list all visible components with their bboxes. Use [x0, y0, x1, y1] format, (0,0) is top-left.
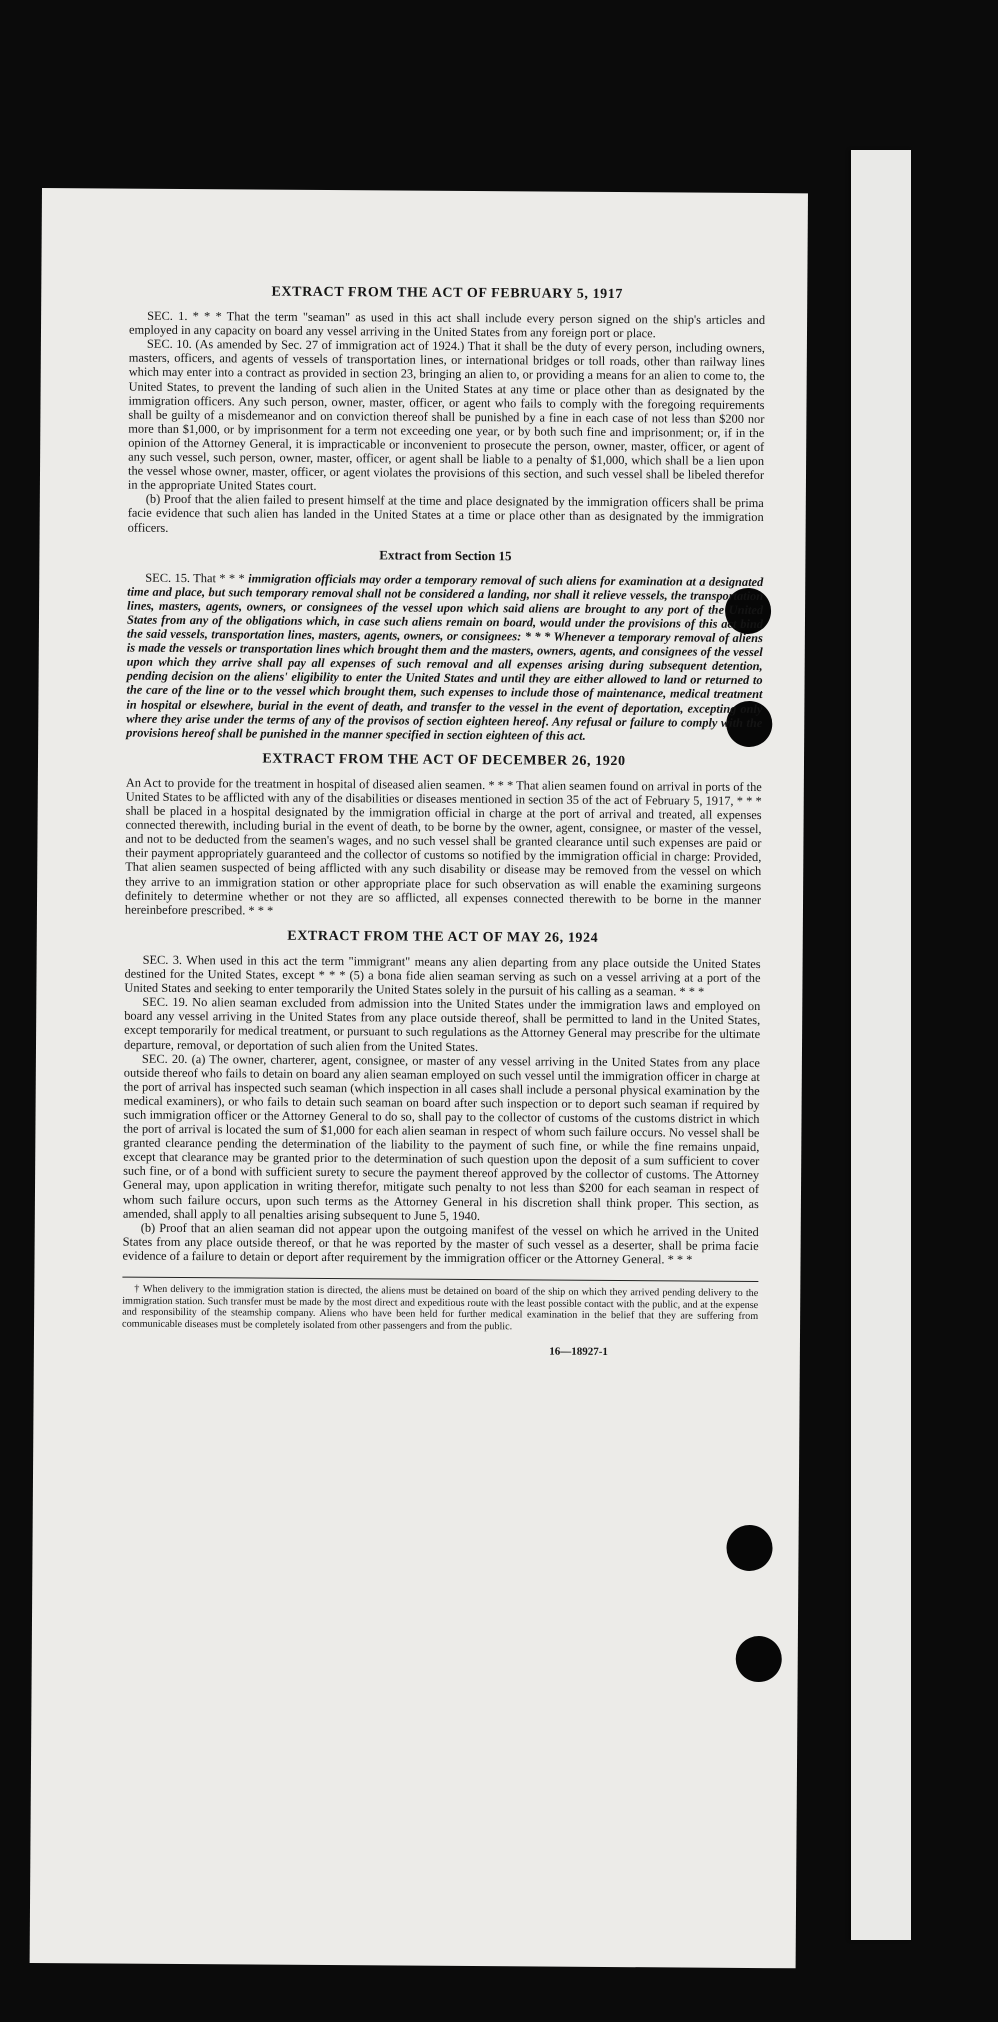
heading-section-15: Extract from Section 15 — [379, 546, 512, 563]
paragraph-sec10: SEC. 10. (As amended by Sec. 27 of immigration act of 1924.) That it shall be the duty of every person, including owners, masters, officers, and agents of vessels of transportation lines, or international bridges or toll roads, other than railway lines which may enter into a contract as provided in section 23, bringing an alien to, or providing a means for an alien to come to, the United States, to prevent the landing of such alien in the United States at any time or place other than as designated by the immigration officers. Any such person, owner, master, officer, or agent who fails to comply with the foregoing requirements shall be guilty of a misdemeanor and on conviction thereof shall be punished by a fine in each case of not less than $200 nor more than $1,000, or by imprisonment for a term not exceeding one year, or by both such fine and imprisonment; or, if in the opinion of the Attorney General, it is impracticable or inconvenient to prosecute the person, owner, master, officer, or agent of any such vessel, such person, owner, master, officer, or agent shall be liable to a penalty of $1,000, which shall be a lien upon the vessel whose owner, master, officer, or agent violates the provisions of this section, and such vessel shall be libeled therefor in the appropriate United States court. — [127, 337, 765, 494]
paragraph-act-1920: An Act to provide for the treatment in hospital of diseased alien seamen. * * * That alien seamen found on arrival in ports of the United States to be afflicted with any of the disabilities or diseases mentioned in section 35 of the act of February 5, 1917, * * * shall be placed in a hospital designated by the immigration official in charge at the port of arrival and treated, all expenses connected therewith, including burial in the event of death, to be borne by the owner, agent, consignee, or master of the vessel, and not to be deducted from the seamen's wages, and no such vessel shall be granted clearance until such expenses are paid or their payment appropriately guaranteed and the collector of customs so notified by the immigration official in charge: Provided, That alien seamen suspected of being afflicted with any such disability or disease may be removed from the vessel on which they arrive to an immigration station or other appropriate place for such observation as will enable the examining surgeons definitely to determine whether or not they are so afflicted, all expenses connected therewith to be borne in the manner hereinbefore prescribed. * * * — [124, 775, 762, 918]
footnote: † When delivery to the immigration station is directed, the aliens must be detained on board of the ship on which they arrived pending delivery to the immigration station. Such transfer must be made by the most direct and expeditious route with the least possible contact with the public, and at the expense and responsibility of the steamship company. Aliens who have been held for further medical examination in the belief that they are suffering from communicable diseases must be completely isolated from other passengers and from the public. — [122, 1283, 759, 1333]
heading-act-1920: EXTRACT FROM THE ACT OF DECEMBER 26, 1920 — [262, 751, 626, 769]
form-number: 16—18927-1 — [549, 1345, 608, 1359]
paragraph-sec3: SEC. 3. When used in this act the term "immigrant" means any alien departing from any place outside the United States destined for the United States, except * * * (5) a bona fide alien seaman serving as such on a vessel arriving at a port of the United States and seeking to enter temporarily the United States solely in the pursuit of his calling as a seaman. * * * — [124, 952, 761, 999]
heading-act-1917: EXTRACT FROM THE ACT OF FEBRUARY 5, 1917 — [271, 284, 624, 303]
footnote-divider — [122, 1277, 758, 1282]
paragraph-sec20b: (b) Proof that an alien seaman did not appear upon the outgoing manifest of the vessel on which he arrived in the United States from any place outside thereof, or that he was reported by the master of such vessel as a deserter, shall be prima facie evidence of a failure to detain or deport after requirement by the immigration officer or the Attorney General. * * * — [122, 1220, 759, 1267]
paragraph-sec10b: (b) Proof that the alien failed to present himself at the time and place designated by the immigration officers shall be prima facie evidence that such alien has landed in the United States at a time or place other than as designated by the immigration officers. — [127, 492, 764, 535]
paragraph-sec1: SEC. 1. * * * That the term "seaman" as used in this act shall include every person signed on the ship's articles and employed in any capacity on board any vessel arriving in the United States from any foreign port or place. — [128, 308, 766, 341]
document-page — [30, 188, 808, 1968]
sec15-lead: SEC. 15. That * * * — [145, 570, 249, 586]
sec15-body: immigration officials may order a temporary removal of such aliens for examination at a designated time and place, but such temporary removal shall not be considered a landing, nor shall it relieve vessels, the transportation lines, masters, agents, owners, or consignees of the vessel upon which said aliens are brought to any port of the United States from any of the obligations which, in case such aliens remain on board, would under the provisions of this act bind the said vessels, transportation lines, masters, agents, owners, or consignees: * * * Whenever a temporary removal of aliens is made the vessels or transportation lines which brought them and the masters, owners, agents, and consignees of the vessel upon which they arrive shall pay all expenses of such removal and all expenses arising during subsequent detention, pending decision on the aliens' eligibility to enter the United States and until they are either allowed to land or returned to the care of the line or to the vessel which brought them, such expenses to include those of maintenance, medical treatment in hospital or elsewhere, burial in the event of death, and transfer to the vessel in the event of deportation, excepting only where they arise under the terms of any of the provisos of section eighteen hereof. Any refusal or failure to comply with the provisions hereof shall be punished in the manner specified in section eighteen of this act. — [126, 571, 764, 743]
paragraph-sec19: SEC. 19. No alien seaman excluded from admission into the United States under the immigration laws and employed on board any vessel arriving in the United States from any place outside thereof, shall be permitted to land in the United States, except temporarily for medical treatment, or pursuant to such regulations as the Attorney General may prescribe for the ultimate departure, removal, or deportation of such alien from the United States. — [123, 994, 761, 1054]
paragraph-sec20: SEC. 20. (a) The owner, charterer, agent, consignee, or master of any vessel arriving in the United States from any place outside thereof who fails to detain on board any alien seaman employed on such vessel until the immigration officer in charge at the port of arrival has inspected such seaman (which inspection in all cases shall include a personal physical examination by the medical examiners), or who fails to detain such seaman on board after such inspection or to deport such seaman if required by such immigration officer or the Attorney General to do so, shall pay to the collector of customs of the customs district in which the port of arrival is located the sum of $1,000 for each alien seaman in respect of whom such failure occurs. No vessel shall be granted clearance pending the determination of the liability to the payment of such fine, or while the fine remains unpaid, except that clearance may be granted prior to the determination of such question upon the deposit of a sum sufficient to cover such fine, or of a bond with sufficient surety to secure the payment thereof approved by the collector of customs. The Attorney General may, upon application in writing therefor, mitigate such penalty to not less than $200 for each seaman in respect of whom such failure occurs, upon such terms as the Attorney General in his discretion shall think proper. This section, as amended, shall apply to all penalties arising subsequent to June 5, 1940. — [122, 1051, 760, 1223]
punch-hole — [736, 1636, 782, 1682]
document-body — [122, 285, 765, 1361]
punch-hole — [726, 1525, 772, 1571]
adjacent-page-edge — [851, 150, 911, 1940]
paragraph-sec15 — [126, 570, 763, 744]
heading-act-1924: EXTRACT FROM THE ACT OF MAY 26, 1924 — [287, 928, 599, 946]
